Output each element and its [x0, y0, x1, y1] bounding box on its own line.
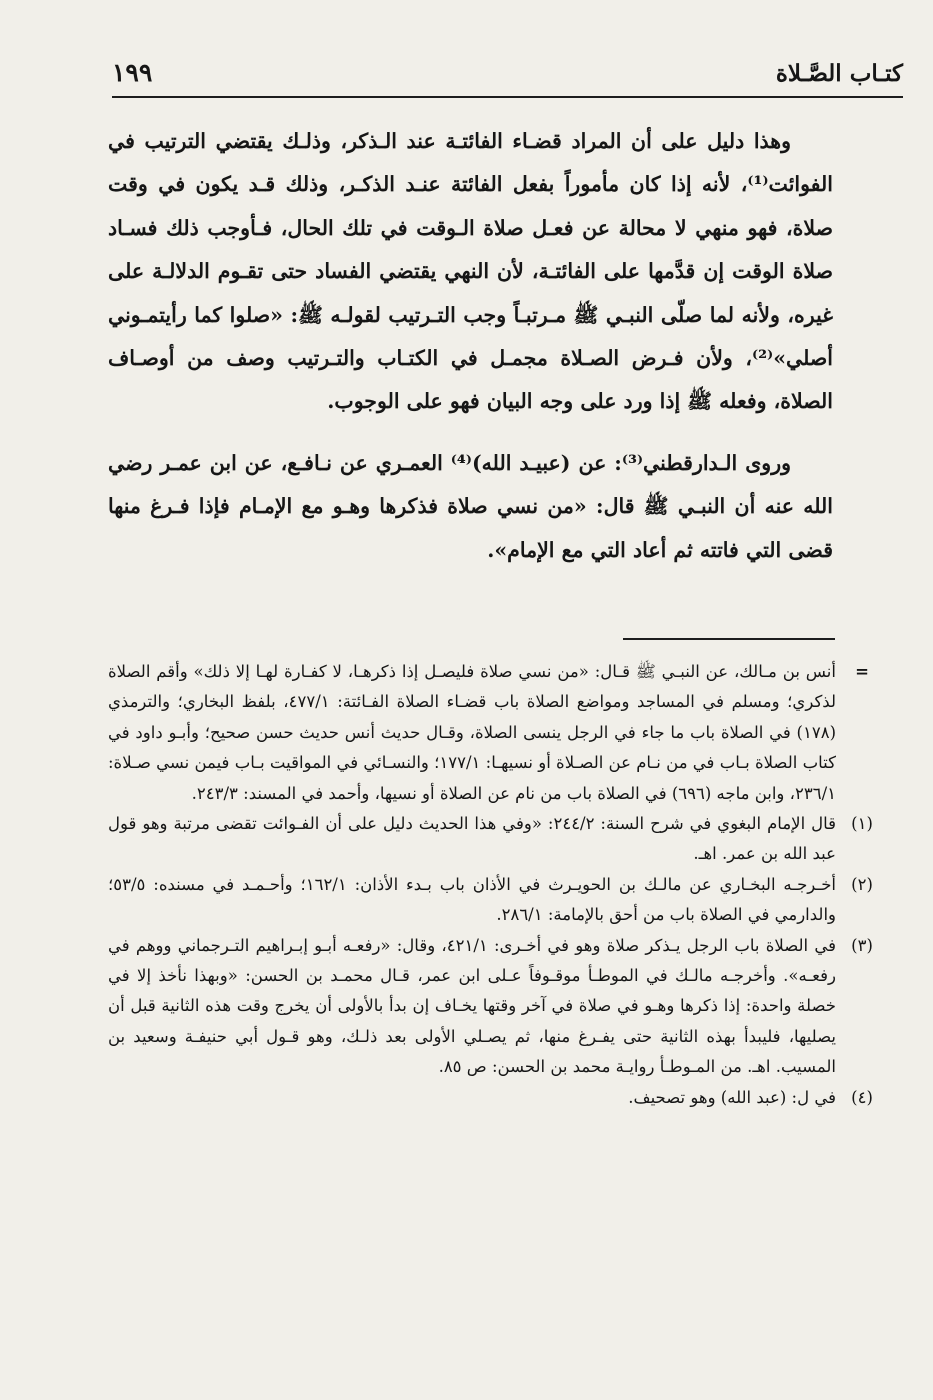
footnote-3: [108, 931, 888, 1083]
main-text: [108, 120, 833, 572]
footnote-text: في الصلاة باب الرجل يـذكر صلاة وهو في أخـرى: ٤٢١/١، وقال: «رفعـه أبـو إبـراهيم التـرجماني ووهم في رفعـه». وأخرجـه مالـك في الموطـأ موقـوفاً عـلى ابن عمر، قـال محمـد بن الحسن: «وبهذا نأخذ إلا في خصلة واحدة: إذا ذكرها وهـو في صلاة في آخر وقتها يخـاف إن بدأ بالأولى أن يخرج وقت هذه الثانية قبل أن يصليها، فليبدأ بهذه الثانية حتى يفـرغ منها، ثم يصـلي الأولى بعد ذلـك، وهو قـول أبي حنيفـة وسعيد بن المسيب. اهـ. من المـوطـأ روايـة محمد بن الحسن: ص ٨٥.: [108, 935, 836, 1077]
footnote-marker: (١): [851, 814, 873, 834]
footnote-marker: (٢): [851, 874, 873, 894]
footnote-text: أخـرجـه البخـاري عن مالـك بن الحويـرث في الأذان باب بـدء الأذان: ١٦٢/١؛ وأحـمـد في مسنده: ٥٣/٥؛ والدارمي في الصلاة باب من أحق بالإمامة: ٢٨٦/١.: [108, 874, 836, 925]
footnote-text: أنس بن مـالك، عن النبـي ﷺ قـال: «من نسي صلاة فليصـل إذا ذكرهـا، لا كفـارة لهـا إلا ذلك» وأقم الصلاة لذكري؛ ومسلم في المساجد ومواضع الصلاة باب قضـاء الصلاة الفـائتة: ٤٧٧/١، بلفظ البخاري؛ والترمذي (١٧٨) في الصلاة باب ما جاء في الرجل ينسى الصلاة، وقـال حديث أنس حديث حسن صحيح؛ وأبـو داود في كتاب الصلاة بـاب في من نـام عن الصـلاة أو نسيهـا: ١٧٧/١؛ والنسـائي في المواقيت بـاب فيمن نسي صـلاة: ٢٣٦/١، وابن ماجه (٦٩٦) في الصلاة باب من نام عن الصلاة أو نسيها، وأحمد في المسند: ٢٤٣/٣.: [108, 662, 836, 803]
main-paragraph-2: وروى الـدارقطني⁽³⁾: عن (عبيـد الله)⁽⁴⁾ العمـري عن نـافـع، عن ابن عمـر رضي الله عنه أن النبـي ﷺ قال: «من نسي صلاة فذكرها وهـو مع الإمـام فإذا فـرغ منها قضى التي فاتته ثم أعاد التي مع الإمام».: [108, 450, 833, 562]
book-title: كتـاب الصَّـلاة: [775, 60, 903, 87]
footnote-separator: [623, 638, 835, 640]
footnote-continuation: [108, 657, 888, 809]
footnote-marker: =: [855, 662, 869, 681]
footnote-marker: (٣): [851, 935, 873, 955]
footnote-marker: (٤): [851, 1087, 873, 1107]
footnote-4: [108, 1083, 888, 1113]
footnote-text: قال الإمام البغوي في شرح السنة: ٢٤٤/٢: «وفي هذا الحديث دليل على أن الفـوائت تقضى مرتبة وهو قول عبد الله بن عمر. اهـ.: [108, 814, 836, 864]
page-number: ١٩٩: [112, 58, 153, 87]
footnotes: [108, 657, 888, 1113]
footnote-1: [108, 809, 888, 870]
running-header: [112, 58, 903, 98]
main-paragraph-1: وهذا دليل على أن المراد قضـاء الفائتـة عند الـذكر، وذلـك يقتضي الترتيب في الفوائت⁽¹⁾، لأنه إذا كان مأموراً بفعل الفائتة عنـد الذكـر، وذلك قـد يكون في وقت صلاة، فهو منهي لا محالة عن فعـل صلاة الـوقت في تلك الحال، فـأوجب ذلك فسـاد صلاة الوقت إن قدَّمها على الفائتـة، لأن النهي يقتضي الفساد حتى تقـوم الدلالـة على غيره، ولأنه لما صلّى النبـي ﷺ مـرتبـاً وجب التـرتيب لقولـه ﷺ: «صلوا كما رأيتمـوني أصلي»⁽²⁾، ولأن فـرض الصـلاة مجمـل في الكتـاب والتـرتيب وصف من أوصـاف الصلاة، وفعله ﷺ إذا ورد على وجه البيان فهو على الوجوب.: [108, 129, 833, 414]
footnote-2: [108, 870, 888, 931]
footnote-text: في ل: (عبد الله) وهو تصحيف.: [628, 1087, 836, 1107]
